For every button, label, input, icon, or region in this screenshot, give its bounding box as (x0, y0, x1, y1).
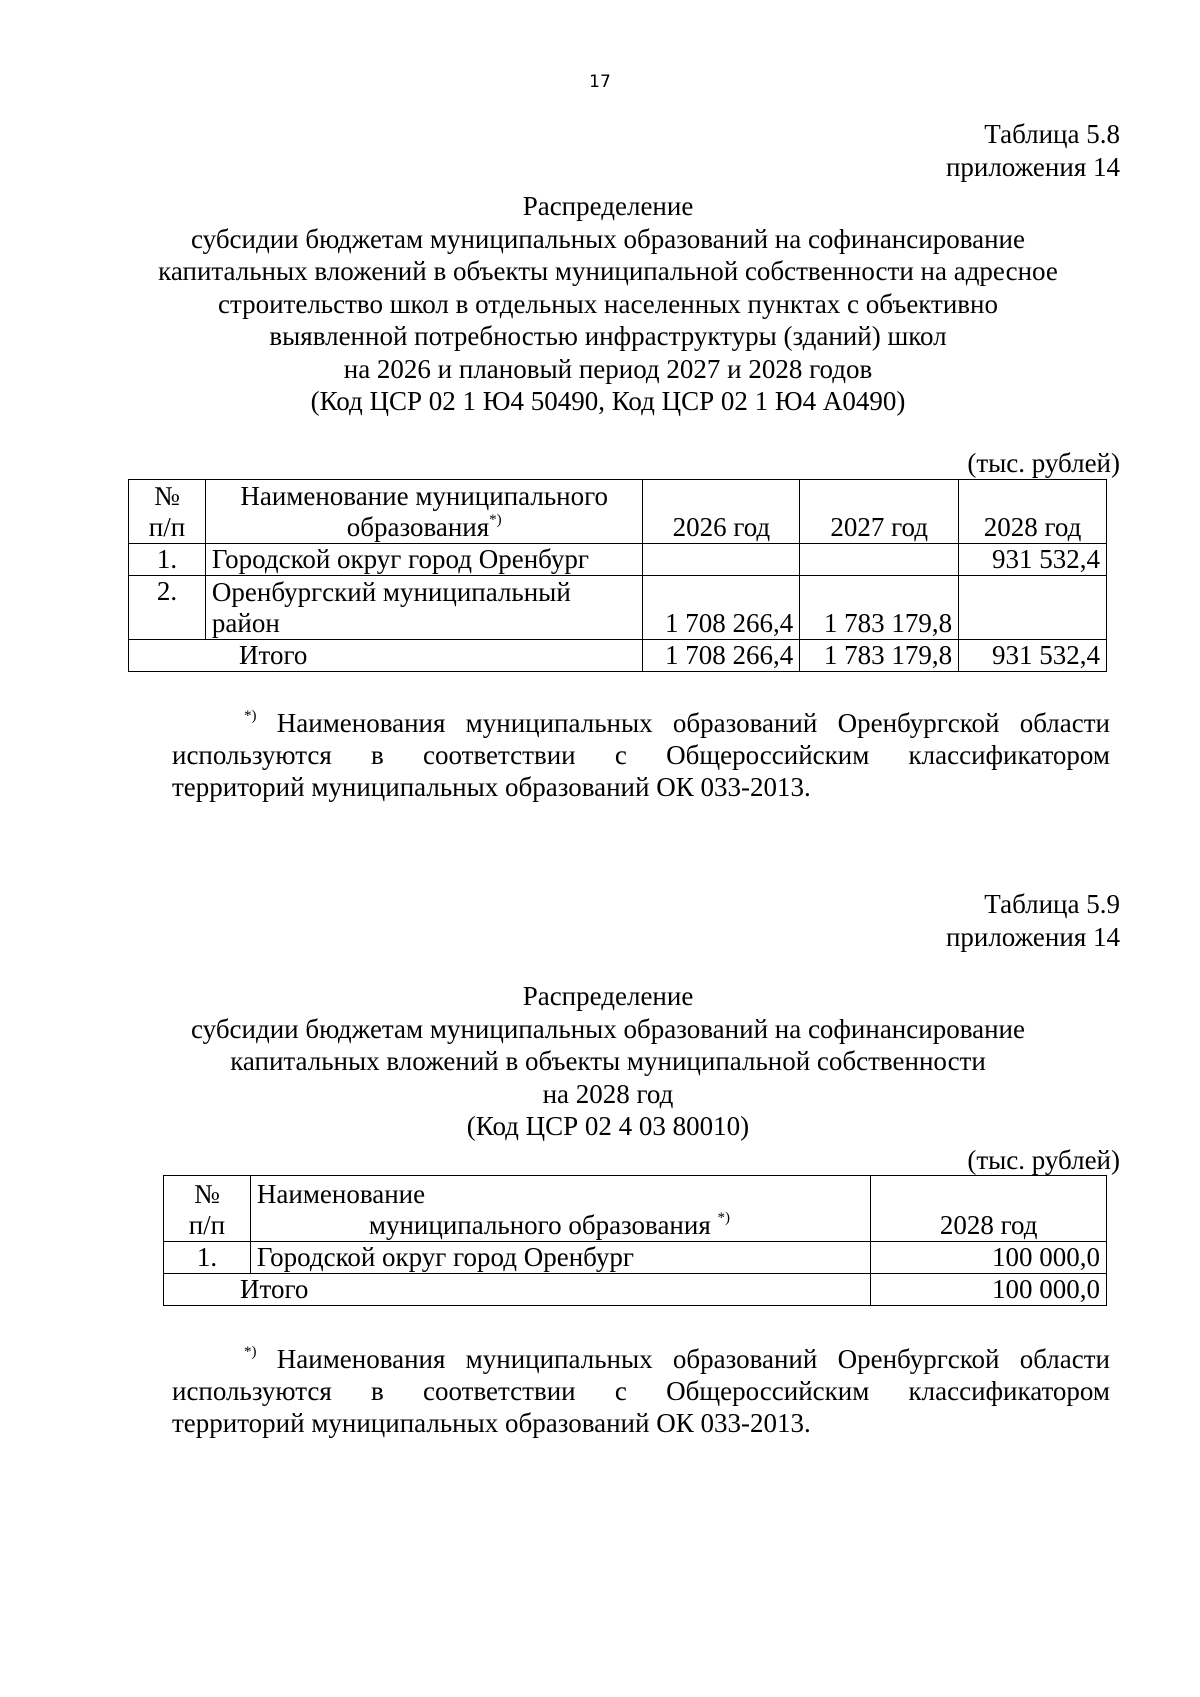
table1 (128, 479, 1107, 672)
row-2028: 931 532,4 (959, 544, 1107, 576)
table1-header-row (129, 480, 1107, 544)
header-name-line2: образования (346, 512, 490, 542)
total-2028: 931 532,4 (959, 640, 1107, 672)
table1-appendix: приложения 14 (945, 152, 1120, 182)
table2 (163, 1175, 1107, 1306)
table1-label: Таблица 5.8 (984, 119, 1120, 149)
total-label: Итого (164, 1274, 871, 1306)
footnote-line3: территорий муниципальных образований ОК 033-2013. (172, 1408, 811, 1438)
table1-title-line: Распределение (522, 191, 694, 221)
table1-header-2028: 2028 год (959, 480, 1107, 544)
header-name-line2: муниципального образования (368, 1210, 711, 1240)
table2-header-row (164, 1176, 1107, 1242)
table2-title-line: капитальных вложений в объекты муниципальной собственности (230, 1046, 986, 1076)
table1-title-line: субсидии бюджетам муниципальных образований на софинансирование (191, 223, 1025, 254)
table2-title (8, 980, 1200, 1143)
header-name-line1: Наименование (256, 1179, 426, 1209)
table2-caption (946, 888, 1120, 954)
table1-title-line: капитальных вложений в объекты муниципальной собственности на адресное (158, 256, 1058, 286)
table2-total-row (164, 1274, 1107, 1306)
table-row (164, 1242, 1107, 1274)
table1-footnote (172, 707, 1110, 803)
table2-label: Таблица 5.9 (984, 889, 1120, 919)
footnote-mark: *) (489, 512, 502, 528)
row-num: 1. (164, 1242, 251, 1274)
table1-header-num (129, 480, 206, 544)
row-2026: 1 708 266,4 (643, 576, 800, 640)
page-number: 17 (589, 72, 611, 92)
table1-header-2026: 2026 год (643, 480, 800, 544)
table2-footnote (172, 1343, 1110, 1439)
table2-unit: (тыс. рублей) (967, 1145, 1120, 1175)
table1-title (8, 190, 1200, 418)
table1-title-line: выявленной потребностью инфраструктуры (зданий) школ (269, 321, 947, 351)
footnote-line3: территорий муниципальных образований ОК 033-2013. (172, 772, 811, 802)
row-2028: 100 000,0 (871, 1242, 1107, 1274)
row-2028 (959, 576, 1107, 640)
row-name (205, 576, 643, 640)
total-2026: 1 708 266,4 (643, 640, 800, 672)
header-num-line1: № (154, 481, 180, 511)
table2-appendix: приложения 14 (945, 922, 1120, 952)
table2-title-line: (Код ЦСР 02 4 03 80010) (466, 1111, 750, 1141)
header-num-line2: п/п (188, 1210, 226, 1240)
table2-title-line: Распределение (522, 981, 694, 1011)
row-num: 1. (129, 544, 206, 576)
table1-caption (946, 118, 1120, 184)
footnote-line1: Наименования муниципальных образований Оренбургской области (276, 708, 1110, 738)
footnote-mark: *) (244, 708, 257, 724)
table1-total-row (129, 640, 1107, 672)
row-name-line1: Оренбургский муниципальный (211, 577, 571, 607)
table2-header-name (250, 1176, 870, 1242)
header-num-line2: п/п (148, 512, 186, 542)
total-2028: 100 000,0 (871, 1274, 1107, 1306)
footnote-line2: используются в соответствии с Общероссийским классификатором (172, 740, 1110, 770)
table1-header-2027: 2027 год (800, 480, 959, 544)
row-num: 2. (129, 576, 206, 640)
footnote-mark: *) (244, 1344, 257, 1360)
table1-unit: (тыс. рублей) (967, 448, 1120, 478)
table2-title-line: субсидии бюджетам муниципальных образований на софинансирование (191, 1013, 1025, 1044)
header-num-line1: № (194, 1179, 220, 1209)
row-name: Городской округ город Оренбург (205, 544, 643, 576)
row-name-line2: район (211, 608, 280, 638)
table2-header-num (164, 1176, 251, 1242)
table2-header-2028: 2028 год (871, 1176, 1107, 1242)
row-name: Городской округ город Оренбург (250, 1242, 870, 1274)
footnote-line2: используются в соответствии с Общероссийским классификатором (172, 1376, 1110, 1406)
row-2027: 1 783 179,8 (800, 576, 959, 640)
header-name-line1: Наименование муниципального (240, 481, 609, 511)
row-2027 (800, 544, 959, 576)
row-2026 (643, 544, 800, 576)
table1-title-line: строительство школ в отдельных населенных пунктах с объективно (217, 288, 999, 319)
total-2027: 1 783 179,8 (800, 640, 959, 672)
footnote-mark: *) (717, 1210, 731, 1226)
table1-title-line: на 2026 и плановый период 2027 и 2028 годов (343, 353, 873, 384)
table1-title-line: (Код ЦСР 02 1 Ю4 50490, Код ЦСР 02 1 Ю4 А0490) (310, 386, 906, 416)
footnote-line1: Наименования муниципальных образований Оренбургской области (276, 1344, 1110, 1374)
table-row (129, 544, 1107, 576)
total-label: Итого (129, 640, 643, 672)
table2-title-line: на 2028 год (542, 1078, 674, 1109)
table1-header-name (205, 480, 643, 544)
table-row (129, 576, 1107, 640)
